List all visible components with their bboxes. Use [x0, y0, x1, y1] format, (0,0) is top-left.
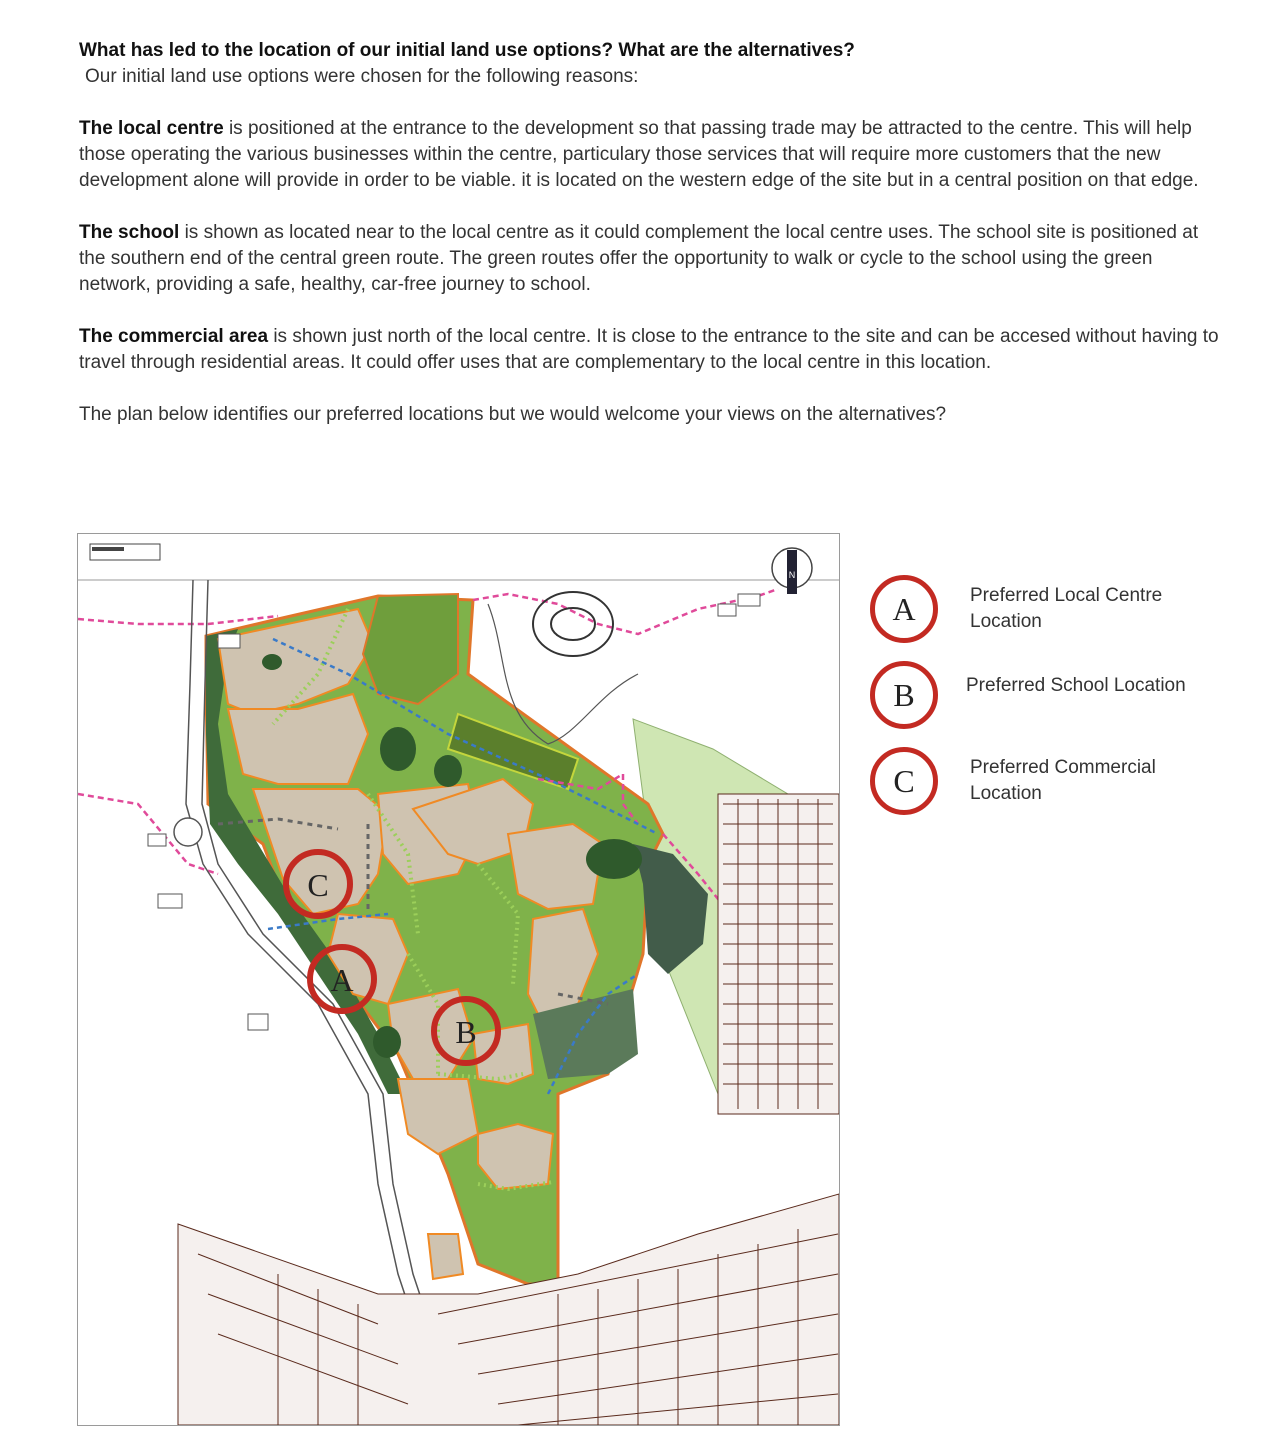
- legend-item-commercial: [870, 747, 1250, 831]
- paragraph-body: is shown as located near to the local centre as it could complement the local centre uses. The school site is positioned at the southern end of the central green route. The green routes offer the opportunity to walk or cycle to the school using the green network, providing a safe, healthy, car-free journey to school.: [79, 222, 1199, 295]
- paragraph-lead: The school: [79, 222, 180, 243]
- legend-marker: A: [870, 575, 938, 643]
- building: [248, 1014, 268, 1030]
- legend-item-school: [870, 661, 1250, 745]
- building: [218, 634, 240, 648]
- paragraph-commercial: [79, 324, 1229, 376]
- scale-bar-segment: [92, 547, 124, 551]
- parcel: [473, 1024, 533, 1084]
- urban-area-east: [718, 794, 839, 1114]
- legend-label: Preferred School Location: [966, 675, 1186, 696]
- paragraph-body: is positioned at the entrance to the development so that passing trade may be attracted to the centre. This will help those operating the various businesses within the centre, particulary those services that will require more customers that the new development alone will provide in order to be viable. it is located on the western edge of the site but in a central position on that edge.: [79, 118, 1199, 191]
- site-plan-svg: [78, 534, 839, 1425]
- legend-marker: C: [870, 747, 938, 815]
- paragraph-lead: The local centre: [79, 118, 224, 139]
- scale-bar: [90, 544, 160, 560]
- roundabout: [174, 818, 202, 846]
- pond: [380, 727, 416, 771]
- site-plan-map: [77, 533, 840, 1426]
- paragraph-body: is shown just north of the local centre. It is close to the entrance to the site and can be accesed without having to travel through residential areas. It could offer uses that are complementary to the local centre in this location.: [79, 326, 1219, 373]
- legend-label: Preferred Local Centre Location: [970, 585, 1163, 632]
- paragraph-body: The plan below identifies our preferred locations but we would welcome your views on the alternatives?: [79, 404, 947, 425]
- marker-letter: A: [330, 962, 354, 998]
- paragraph-closing: [79, 402, 1229, 428]
- pond: [586, 839, 642, 879]
- section-heading: What has led to the location of our initial land use options? What are the alternatives?: [79, 40, 855, 61]
- building: [738, 594, 760, 606]
- intro-text: Our initial land use options were chosen for the following reasons:: [85, 66, 639, 87]
- marker-letter: C: [307, 867, 329, 903]
- pond: [262, 654, 282, 670]
- building: [158, 894, 182, 908]
- pond: [434, 755, 462, 787]
- legend-item-local-centre: [870, 575, 1250, 659]
- map-legend: [870, 575, 1250, 831]
- paragraph-local-centre: [79, 116, 1229, 194]
- legend-marker: B: [870, 661, 938, 729]
- text-section: [79, 38, 1229, 428]
- north-label: N: [788, 570, 796, 580]
- marker-letter: B: [455, 1014, 477, 1050]
- building: [148, 834, 166, 846]
- parcel: [478, 1124, 553, 1189]
- building: [718, 604, 736, 616]
- paragraph-school: [79, 220, 1229, 298]
- legend-label: Preferred Commercial Location: [970, 757, 1156, 804]
- paragraph-lead: The commercial area: [79, 326, 269, 347]
- parcel: [428, 1234, 463, 1279]
- pond: [373, 1026, 401, 1058]
